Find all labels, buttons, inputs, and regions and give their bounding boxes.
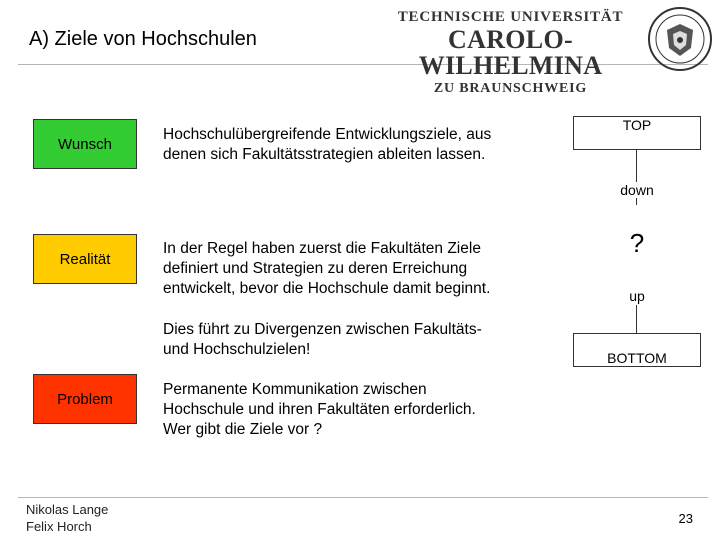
author-name: Felix Horch [26,519,92,534]
logo-line-2: CAROLO-WILHELMINA [418,25,603,80]
note-line: und Hochschulzielen! [163,341,311,358]
university-logo-text [383,10,638,96]
footer-divider [18,497,708,498]
problem-label-box [33,374,137,424]
note-line: Dies führt zu Divergenzen zwischen Fakultäts- [163,321,482,338]
down-label: down [620,182,654,198]
top-label: TOP [622,117,652,133]
realitaet-text-line: definiert und Strategien zu deren Erreichung [163,260,468,277]
up-label: up [629,288,645,304]
realitaet-label-box [33,234,137,284]
logo-line-3: ZU BRAUNSCHWEIG [433,81,588,96]
wunsch-label: Wunsch [58,135,112,153]
bottom-box [573,333,701,367]
wunsch-label-box [33,119,137,169]
problem-text-line: Permanente Kommunikation zwischen [163,381,427,398]
wunsch-text [163,125,491,165]
question-mark: ? [629,228,645,258]
page-title: A) Ziele von Hochschulen [29,28,257,50]
wunsch-text-line: denen sich Fakultätsstrategien ableiten lassen. [163,146,486,163]
logo-line-1: TECHNISCHE UNIVERSITÄT [397,9,624,25]
realitaet-text-line: In der Regel haben zuerst die Fakultäten Ziele [163,240,481,257]
divergence-note [163,320,482,360]
bottom-label: BOTTOM [607,350,667,366]
up-label-box [573,288,701,304]
problem-text [163,380,476,440]
wunsch-text-line: Hochschulübergreifende Entwicklungsziele, aus [163,126,492,143]
realitaet-text [163,239,490,299]
page-number: 23 [678,511,693,526]
connector-line-lower [636,305,637,334]
university-seal-icon [647,4,713,74]
problem-text-line: Wer gibt die Ziele vor ? [163,421,323,438]
realitaet-label: Realität [59,250,111,268]
realitaet-text-line: entwickelt, bevor die Hochschule damit beginnt. [163,280,491,297]
author-names [26,501,108,535]
top-box [573,116,701,150]
problem-text-line: Hochschule und ihren Fakultäten erforderlich. [163,401,476,418]
author-name: Nikolas Lange [26,502,109,517]
problem-label: Problem [57,390,113,408]
down-label-box [573,182,701,198]
